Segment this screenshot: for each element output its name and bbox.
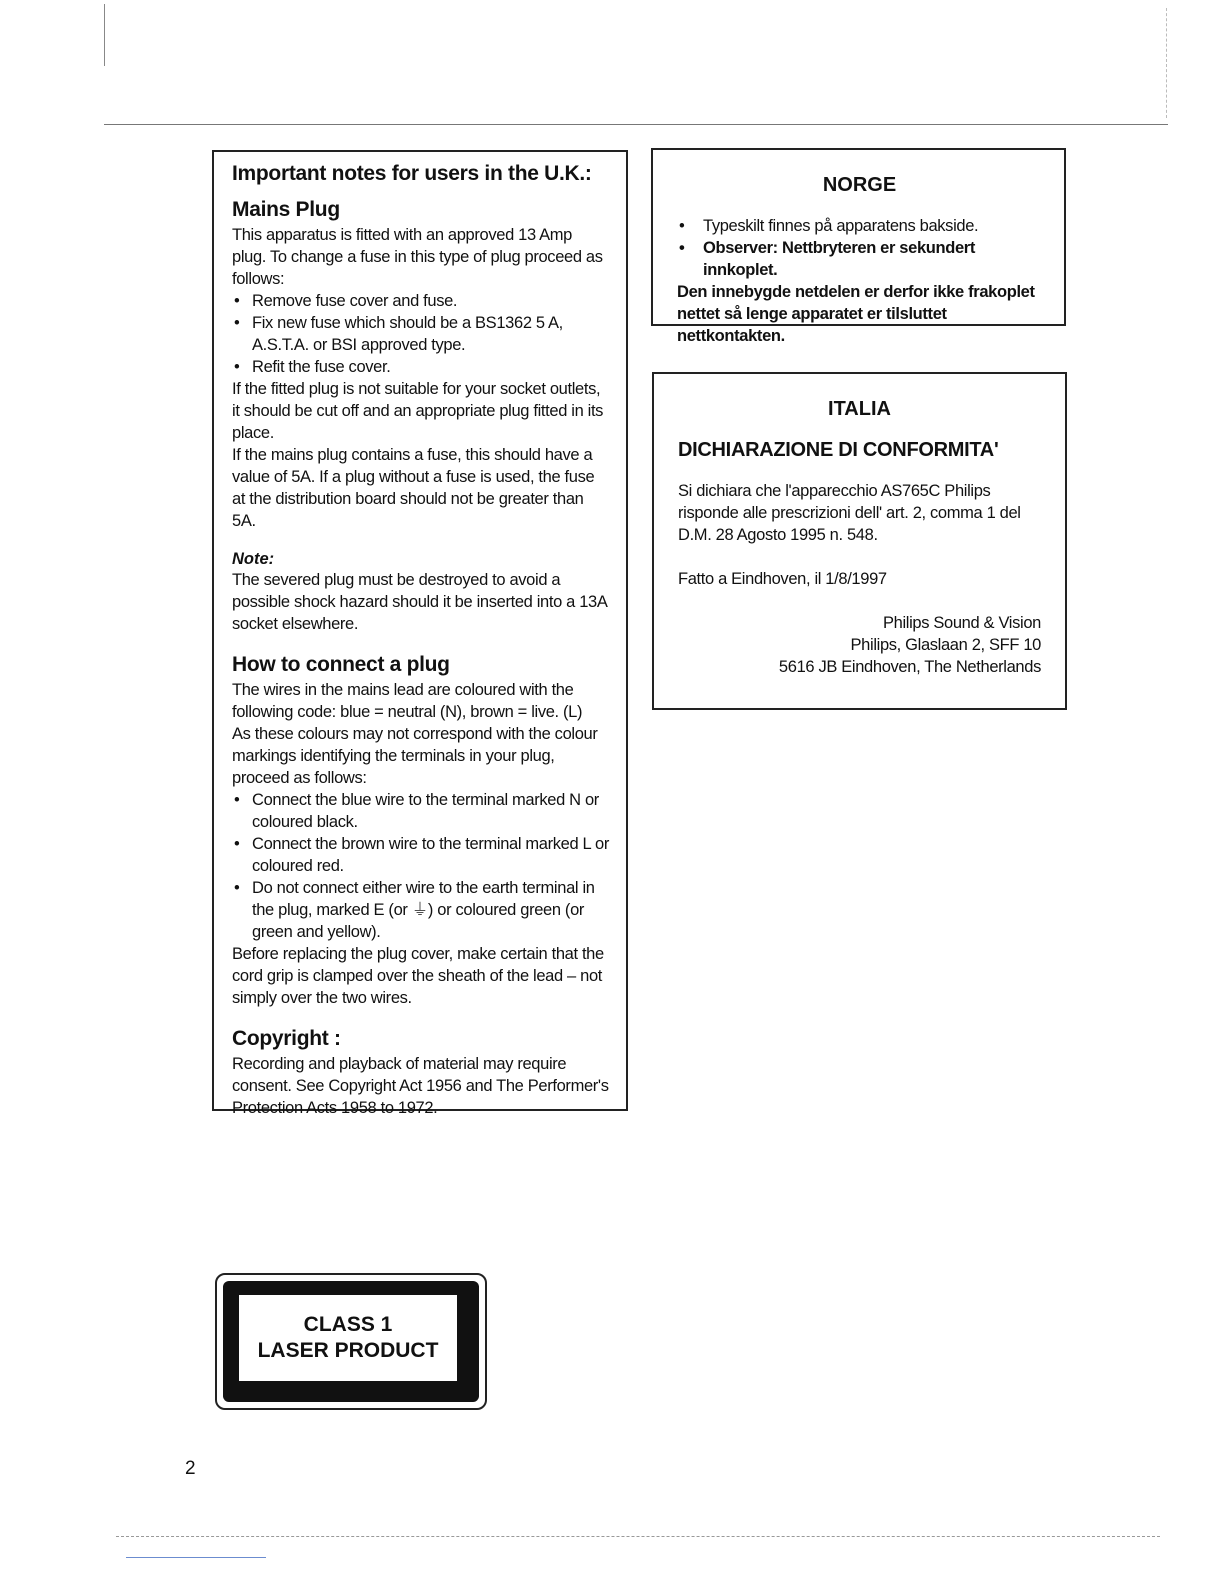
laser-class-text: CLASS 1	[303, 1313, 393, 1336]
copyright-text: Recording and playback of material may require consent. See Copyright Act 1956 and The Performer's Protection Acts 1958 to 1972.	[232, 1055, 609, 1117]
laser-class-label	[215, 1273, 487, 1410]
italia-declaration: Si dichiara che l'apparecchio AS765C Philips risponde alle prescrizioni dell' art. 2, comma 1 del D.M. 28 Agosto 1995 n. 548.	[678, 482, 1021, 544]
connect-intro: The wires in the mains lead are coloured with the following code: blue = neutral (N), brown = live. (L)	[232, 681, 583, 721]
list-item: • Fix new fuse which should be a BS1362 5 A, A.S.T.A. or BSI approved type.	[232, 312, 610, 356]
address-line: 5616 JB Eindhoven, The Netherlands	[778, 658, 1041, 676]
bottom-rule	[116, 1536, 1160, 1537]
mains-plug-heading: Mains Plug	[232, 198, 340, 221]
laser-label-inner	[239, 1295, 457, 1381]
list-item: • Connect the blue wire to the terminal marked N or coloured black.	[232, 789, 610, 833]
connect-intro: As these colours may not correspond with the colour markings identifying the terminals in your plug, proceed as follows:	[232, 725, 598, 787]
uk-title: Important notes for users in the U.K.:	[232, 162, 592, 185]
italia-place-date: Fatto a Eindhoven, il 1/8/1997	[678, 570, 887, 588]
page-number: 2	[185, 1458, 196, 1479]
italia-address	[678, 612, 1041, 678]
connect-plug-heading: How to connect a plug	[232, 653, 450, 676]
connect-outro: Before replacing the plug cover, make certain that the cord grip is clamped over the sheath of the lead – not simply over the two wires.	[232, 945, 604, 1007]
address-line: Philips, Glaslaan 2, SFF 10	[850, 636, 1041, 654]
list-item: • Refit the fuse cover.	[232, 356, 610, 378]
fuse-steps-list	[232, 290, 610, 378]
norge-box	[651, 148, 1066, 345]
italia-title: ITALIA	[828, 398, 891, 420]
list-item: • Typeskilt finnes på apparatens bakside.	[677, 215, 1042, 237]
list-item: • Observer: Nettbryteren er sekundert innkoplet.	[677, 237, 1042, 281]
uk-notes-box	[212, 150, 628, 1117]
address-line: Philips Sound & Vision	[882, 614, 1041, 632]
mains-plug-para: If the mains plug contains a fuse, this should have a value of 5A. If a plug without a fuse is used, the fuse at the distribution board should not be greater than 5A.	[232, 446, 595, 530]
scan-margin-mark	[1166, 8, 1167, 118]
italia-subtitle: DICHIARAZIONE DI CONFORMITA'	[678, 439, 999, 461]
note-label: Note:	[232, 550, 275, 568]
norge-note: Den innebygde netdelen er derfor ikke frakoplet nettet så lenge apparatet er tilsluttet nettkontakten.	[677, 283, 1035, 345]
scan-margin-mark	[104, 4, 105, 66]
wiring-steps-list	[232, 789, 610, 943]
laser-product-text: LASER PRODUCT	[257, 1339, 439, 1362]
scan-artifact-line	[126, 1557, 266, 1558]
list-item: • Remove fuse cover and fuse.	[232, 290, 610, 312]
norge-list	[677, 215, 1042, 281]
list-item: • Connect the brown wire to the terminal marked L or coloured red.	[232, 833, 610, 877]
mains-plug-intro: This apparatus is fitted with an approved 13 Amp plug. To change a fuse in this type of plug proceed as follows:	[232, 226, 603, 288]
mains-plug-para: If the fitted plug is not suitable for your socket outlets, it should be cut off and an appropriate plug fitted in its place.	[232, 380, 604, 442]
norge-title: NORGE	[822, 174, 897, 196]
note-text: The severed plug must be destroyed to avoid a possible shock hazard should it be inserted into a 13A socket elsewhere.	[232, 571, 607, 633]
copyright-heading: Copyright :	[232, 1027, 341, 1050]
list-item: • Do not connect either wire to the earth terminal in the plug, marked E (or ⏚) or coloured green (or green and yellow).	[232, 877, 610, 943]
italia-box	[652, 372, 1067, 710]
top-rule	[104, 124, 1168, 125]
